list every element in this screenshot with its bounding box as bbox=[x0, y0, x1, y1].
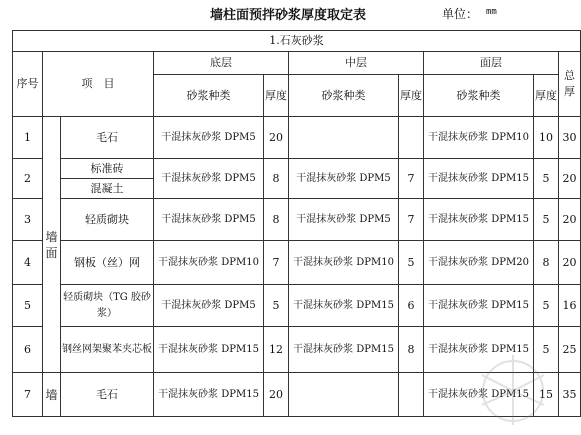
total: 20 bbox=[559, 199, 581, 241]
surf-type: 干混抹灰砂浆 DPM15 bbox=[424, 199, 534, 241]
row-no: 1 bbox=[13, 117, 43, 159]
watermark-logo-icon bbox=[472, 351, 554, 429]
mid-type: 干混抹灰砂浆 DPM15 bbox=[289, 285, 399, 327]
surf-type: 干混抹灰砂浆 DPM10 bbox=[424, 117, 534, 159]
base-thk: 12 bbox=[264, 327, 289, 373]
surf-type: 干混抹灰砂浆 DPM15 bbox=[424, 285, 534, 327]
section-title: 1.石灰砂浆 bbox=[13, 31, 581, 52]
mid-thk: 6 bbox=[399, 285, 424, 327]
surf-type: 干混抹灰砂浆 DPM15 bbox=[424, 327, 534, 373]
surf-type: 干混抹灰砂浆 DPM15 bbox=[424, 159, 534, 199]
surf-thk: 5 bbox=[534, 159, 559, 199]
base-thk: 8 bbox=[264, 159, 289, 199]
row-item: 轻质砌块 bbox=[61, 199, 154, 241]
header-item: 项 目 bbox=[43, 52, 154, 117]
row-item: 钢丝网架聚苯夹芯板 bbox=[61, 327, 154, 373]
base-type: 干混抹灰砂浆 DPM5 bbox=[154, 199, 264, 241]
page-title: 墙柱面预拌砂浆厚度取定表 bbox=[210, 8, 367, 23]
base-thk: 7 bbox=[264, 241, 289, 285]
total: 16 bbox=[559, 285, 581, 327]
base-thk: 5 bbox=[264, 285, 289, 327]
mid-type: 干混抹灰砂浆 DPM5 bbox=[289, 159, 399, 199]
category-wall-post: 墙 bbox=[43, 373, 61, 417]
row-item: 毛石 bbox=[61, 117, 154, 159]
section-row bbox=[13, 31, 581, 52]
surf-thk: 5 bbox=[534, 285, 559, 327]
row-no: 2 bbox=[13, 159, 43, 199]
surf-type: 干混抹灰砂浆 DPM20 bbox=[424, 241, 534, 285]
row-no: 4 bbox=[13, 241, 43, 285]
table-row bbox=[13, 285, 581, 327]
mid-thk: 8 bbox=[399, 327, 424, 373]
surf-thk: 10 bbox=[534, 117, 559, 159]
row-item-a: 标准砖 bbox=[61, 159, 154, 179]
mid-thk bbox=[399, 117, 424, 159]
header-mid-type: 砂浆种类 bbox=[289, 75, 399, 117]
row-item: 毛石 bbox=[61, 373, 154, 417]
mid-type: 干混抹灰砂浆 DPM10 bbox=[289, 241, 399, 285]
header-surf-thk: 厚度 bbox=[534, 75, 559, 117]
base-thk: 20 bbox=[264, 373, 289, 417]
mid-type bbox=[289, 373, 399, 417]
total: 30 bbox=[559, 117, 581, 159]
row-item: 钢板（丝）网 bbox=[61, 241, 154, 285]
header-row-1 bbox=[13, 52, 581, 75]
surf-thk: 8 bbox=[534, 241, 559, 285]
base-type: 干混抹灰砂浆 DPM10 bbox=[154, 241, 264, 285]
mid-thk: 7 bbox=[399, 199, 424, 241]
row-no: 7 bbox=[13, 373, 43, 417]
surf-type: 干混抹灰砂浆 DPM15 bbox=[424, 373, 534, 417]
total: 20 bbox=[559, 159, 581, 199]
header-surface: 面层 bbox=[424, 52, 559, 75]
mid-type bbox=[289, 117, 399, 159]
table-row bbox=[13, 199, 581, 241]
row-item: 轻质砌块（TG 胶砂浆） bbox=[61, 285, 154, 327]
header-mid-thk: 厚度 bbox=[399, 75, 424, 117]
base-type: 干混抹灰砂浆 DPM5 bbox=[154, 159, 264, 199]
total: 20 bbox=[559, 241, 581, 285]
base-thk: 20 bbox=[264, 117, 289, 159]
unit-value: mm bbox=[486, 7, 497, 17]
table-row bbox=[13, 117, 581, 159]
table-row bbox=[13, 159, 581, 179]
surf-thk: 15 bbox=[534, 373, 559, 417]
total: 25 bbox=[559, 327, 581, 373]
mid-thk: 7 bbox=[399, 159, 424, 199]
base-type: 干混抹灰砂浆 DPM5 bbox=[154, 117, 264, 159]
base-thk: 8 bbox=[264, 199, 289, 241]
unit-label: 单位： bbox=[442, 7, 479, 21]
surf-thk: 5 bbox=[534, 327, 559, 373]
mid-thk: 5 bbox=[399, 241, 424, 285]
row-no: 6 bbox=[13, 327, 43, 373]
table-row bbox=[13, 241, 581, 285]
mid-type: 干混抹灰砂浆 DPM5 bbox=[289, 199, 399, 241]
total: 35 bbox=[559, 373, 581, 417]
header-surf-type: 砂浆种类 bbox=[424, 75, 534, 117]
base-type: 干混抹灰砂浆 DPM5 bbox=[154, 285, 264, 327]
header-base-thk: 厚度 bbox=[264, 75, 289, 117]
base-type: 干混抹灰砂浆 DPM15 bbox=[154, 327, 264, 373]
mid-thk bbox=[399, 373, 424, 417]
row-no: 5 bbox=[13, 285, 43, 327]
header-base-type: 砂浆种类 bbox=[154, 75, 264, 117]
mid-type: 干混抹灰砂浆 DPM15 bbox=[289, 327, 399, 373]
header-total: 总厚 bbox=[559, 52, 581, 117]
header-middle: 中层 bbox=[289, 52, 424, 75]
base-type: 干混抹灰砂浆 DPM15 bbox=[154, 373, 264, 417]
surf-thk: 5 bbox=[534, 199, 559, 241]
row-no: 3 bbox=[13, 199, 43, 241]
row-item-b: 混凝土 bbox=[61, 179, 154, 199]
header-no: 序号 bbox=[13, 52, 43, 117]
category-wall-face: 墙面 bbox=[43, 117, 61, 373]
header-base: 底层 bbox=[154, 52, 289, 75]
title-bar bbox=[0, 4, 560, 22]
